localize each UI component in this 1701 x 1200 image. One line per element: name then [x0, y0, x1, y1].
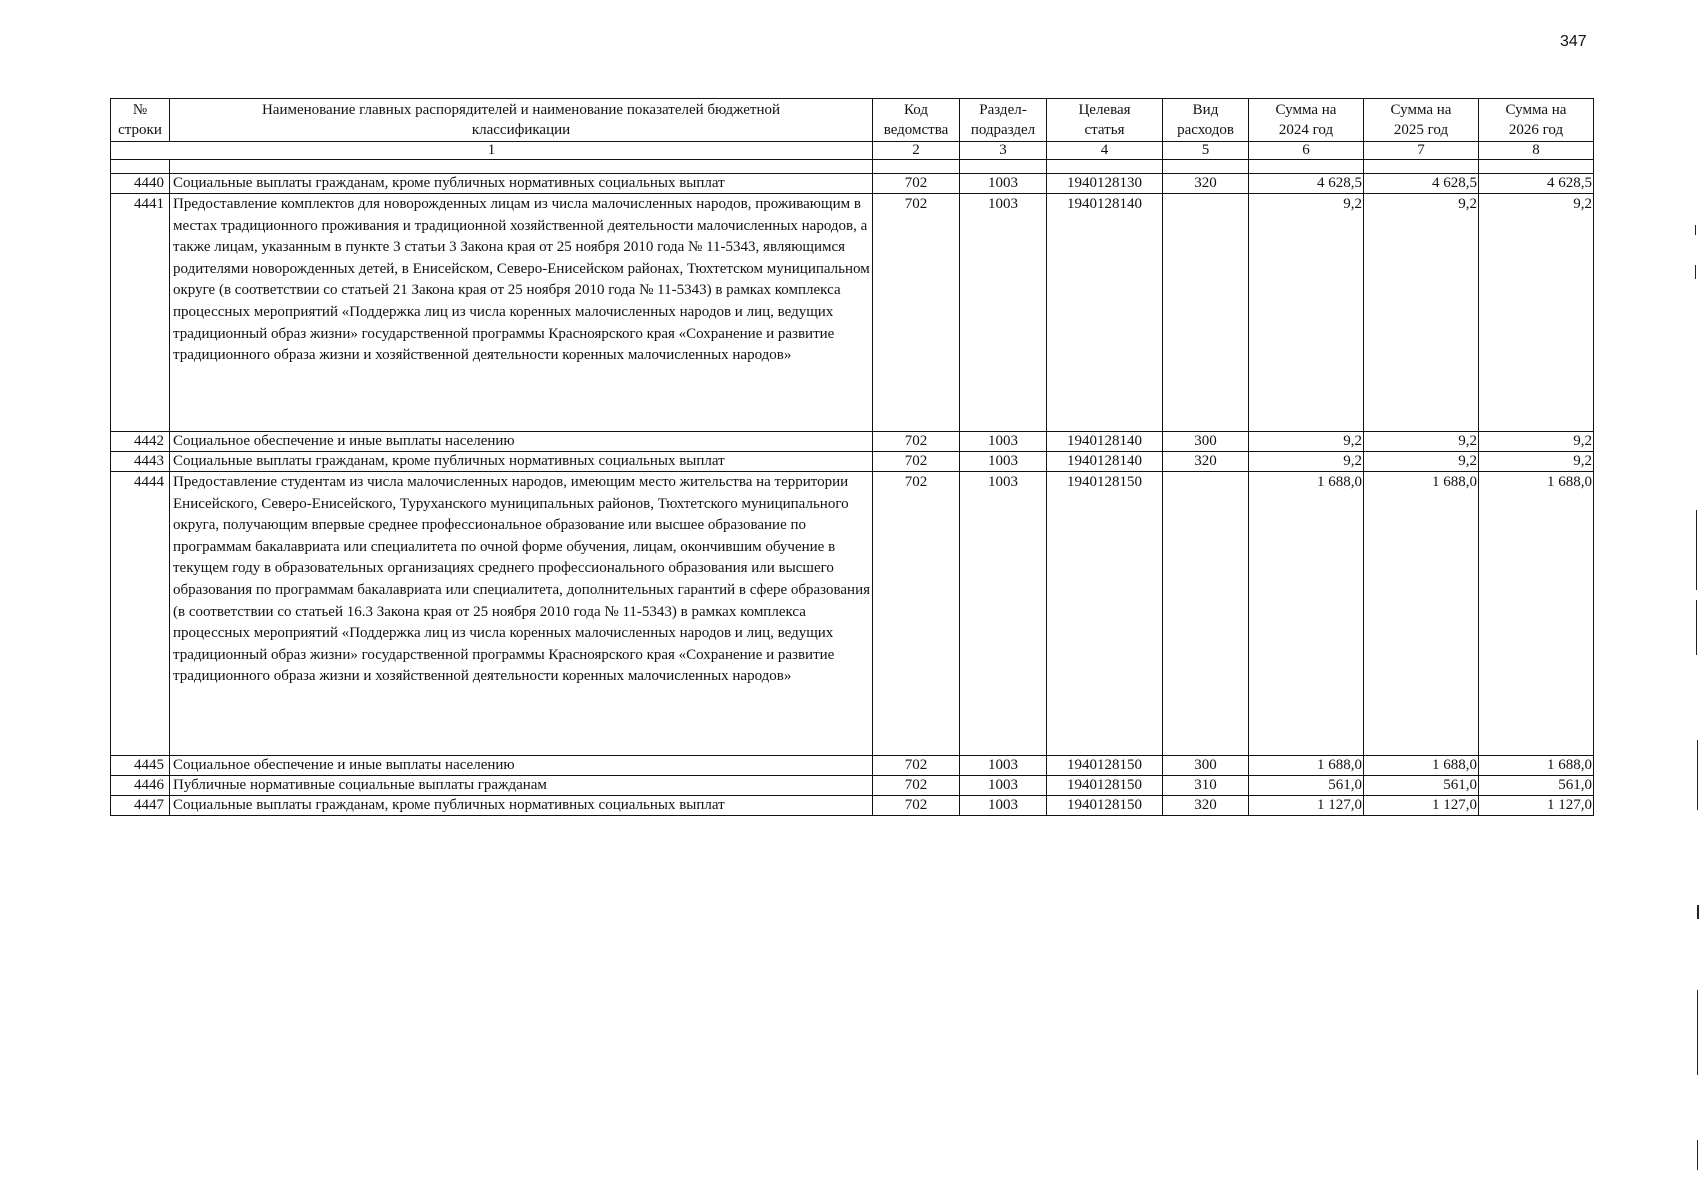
- row-section: 1003: [960, 174, 1047, 194]
- row-dept-code: 702: [873, 194, 960, 432]
- row-number: 4441: [111, 194, 170, 432]
- scan-edge-mark: [1695, 225, 1696, 235]
- column-number-4: 4: [1047, 142, 1163, 160]
- row-sum-2026: 9,2: [1479, 194, 1594, 432]
- row-sum-2026: 9,2: [1479, 432, 1594, 452]
- row-sum-2026: 561,0: [1479, 776, 1594, 796]
- row-number: 4445: [111, 756, 170, 776]
- row-target-article: 1940128150: [1047, 776, 1163, 796]
- row-sum-2026: 1 688,0: [1479, 756, 1594, 776]
- column-number-7: 7: [1364, 142, 1479, 160]
- row-target-article: 1940128140: [1047, 452, 1163, 472]
- table-row: [111, 776, 1594, 796]
- row-sum-2025: 9,2: [1364, 452, 1479, 472]
- scan-edge-mark: [1696, 600, 1697, 655]
- table-row: [111, 472, 1594, 756]
- row-dept-code: 702: [873, 776, 960, 796]
- row-sum-2024: 1 688,0: [1249, 756, 1364, 776]
- row-section: 1003: [960, 776, 1047, 796]
- column-number-3: 3: [960, 142, 1047, 160]
- row-section: 1003: [960, 472, 1047, 756]
- row-target-article: 1940128140: [1047, 432, 1163, 452]
- column-number-row: [111, 142, 1594, 160]
- row-sum-2024: 1 688,0: [1249, 472, 1364, 756]
- column-number-2: 2: [873, 142, 960, 160]
- row-section: 1003: [960, 452, 1047, 472]
- scan-edge-mark: [1696, 510, 1697, 590]
- row-section: 1003: [960, 432, 1047, 452]
- row-sum-2024: 4 628,5: [1249, 174, 1364, 194]
- scan-edge-mark: [1697, 740, 1698, 810]
- row-expense-type: [1163, 472, 1249, 756]
- row-name: Предоставление комплектов для новорожденных лицам из числа малочисленных народов, проживающим в местах традиционного проживания и традиционной хозяйственной деятельности малочисленных народов, а также лицам, указанным в пункте 3 статьи 3 Закона края от 25 ноября 2010 года № 11-5343, являющимся родителями новорожденных детей, в Енисейском, Северо-Енисейском районах, Тюхтетском муниципальном округе (в соответствии со статьей 21 Закона края от 25 ноября 2010 года № 11-5343) в рамках комплекса процессных мероприятий «Поддержка лиц из числа коренных малочисленных народов и лиц, ведущих традиционный образ жизни» государственной программы Красноярского края «Сохранение и развитие традиционного образа жизни и хозяйственной деятельности коренных малочисленных народов»: [170, 194, 873, 432]
- budget-table: [110, 98, 1594, 816]
- row-sum-2026: 1 127,0: [1479, 796, 1594, 816]
- row-number: 4440: [111, 174, 170, 194]
- row-sum-2025: 9,2: [1364, 194, 1479, 432]
- row-section: 1003: [960, 194, 1047, 432]
- row-expense-type: 320: [1163, 174, 1249, 194]
- blank-row: [111, 160, 1594, 174]
- column-number-6: 6: [1249, 142, 1364, 160]
- row-sum-2024: 1 127,0: [1249, 796, 1364, 816]
- row-target-article: 1940128150: [1047, 796, 1163, 816]
- row-sum-2026: 4 628,5: [1479, 174, 1594, 194]
- page-number: 347: [1560, 33, 1587, 50]
- row-sum-2025: 1 127,0: [1364, 796, 1479, 816]
- scan-edge-mark: [1695, 265, 1696, 279]
- row-number: 4446: [111, 776, 170, 796]
- row-name: Социальные выплаты гражданам, кроме публичных нормативных социальных выплат: [170, 174, 873, 194]
- header-sum-2026: Сумма на 2026 год: [1479, 99, 1594, 142]
- scan-edge-mark: [1697, 990, 1698, 1075]
- header-row-number: № строки: [111, 99, 170, 142]
- row-sum-2025: 4 628,5: [1364, 174, 1479, 194]
- row-sum-2024: 9,2: [1249, 194, 1364, 432]
- row-dept-code: 702: [873, 432, 960, 452]
- column-number-5: 5: [1163, 142, 1249, 160]
- column-number-1: 1: [111, 142, 873, 160]
- row-sum-2025: 561,0: [1364, 776, 1479, 796]
- scan-edge-mark: [1697, 905, 1699, 919]
- row-name: Предоставление студентам из числа малочисленных народов, имеющим место жительства на территории Енисейского, Северо-Енисейского, Туруханского муниципальных районов, Тюхтетского муниципального округа, получающим впервые среднее профессиональное образование или высшее образование по программам бакалавриата или специалитета по очной форме обучения, лицам, окончившим обучение в текущем году в образовательных организациях среднего профессионального образования или высшего образования по программам бакалавриата или специалитета, дополнительных гарантий в сфере образования (в соответствии со статьей 16.3 Закона края от 25 ноября 2010 года № 11-5343) в рамках комплекса процессных мероприятий «Поддержка лиц из числа коренных малочисленных народов и лиц, ведущих традиционный образ жизни» государственной программы Красноярского края «Сохранение и развитие традиционного образа жизни и хозяйственной деятельности коренных малочисленных народов»: [170, 472, 873, 756]
- table-header: [111, 99, 1594, 142]
- row-name: Социальное обеспечение и иные выплаты населению: [170, 756, 873, 776]
- table-row: [111, 174, 1594, 194]
- row-section: 1003: [960, 756, 1047, 776]
- header-section: Раздел- подраздел: [960, 99, 1047, 142]
- row-sum-2026: 9,2: [1479, 452, 1594, 472]
- row-name: Социальное обеспечение и иные выплаты населению: [170, 432, 873, 452]
- row-expense-type: 320: [1163, 452, 1249, 472]
- row-dept-code: 702: [873, 452, 960, 472]
- row-sum-2024: 561,0: [1249, 776, 1364, 796]
- row-name: Публичные нормативные социальные выплаты гражданам: [170, 776, 873, 796]
- row-target-article: 1940128150: [1047, 756, 1163, 776]
- row-sum-2025: 1 688,0: [1364, 472, 1479, 756]
- row-name: Социальные выплаты гражданам, кроме публичных нормативных социальных выплат: [170, 796, 873, 816]
- row-sum-2024: 9,2: [1249, 432, 1364, 452]
- scan-edge-mark: [1697, 1140, 1698, 1170]
- row-sum-2026: 1 688,0: [1479, 472, 1594, 756]
- header-sum-2024: Сумма на 2024 год: [1249, 99, 1364, 142]
- row-expense-type: 300: [1163, 432, 1249, 452]
- row-sum-2025: 1 688,0: [1364, 756, 1479, 776]
- header-sum-2025: Сумма на 2025 год: [1364, 99, 1479, 142]
- row-number: 4447: [111, 796, 170, 816]
- header-target-article: Целевая статья: [1047, 99, 1163, 142]
- row-dept-code: 702: [873, 174, 960, 194]
- row-target-article: 1940128140: [1047, 194, 1163, 432]
- row-expense-type: [1163, 194, 1249, 432]
- header-dept-code: Код ведомства: [873, 99, 960, 142]
- table-row: [111, 452, 1594, 472]
- header-expense-type: Вид расходов: [1163, 99, 1249, 142]
- header-row: [111, 99, 1594, 142]
- row-expense-type: 310: [1163, 776, 1249, 796]
- row-target-article: 1940128150: [1047, 472, 1163, 756]
- row-name: Социальные выплаты гражданам, кроме публичных нормативных социальных выплат: [170, 452, 873, 472]
- table-row: [111, 756, 1594, 776]
- row-dept-code: 702: [873, 796, 960, 816]
- row-number: 4444: [111, 472, 170, 756]
- row-expense-type: 320: [1163, 796, 1249, 816]
- row-section: 1003: [960, 796, 1047, 816]
- table-row: [111, 432, 1594, 452]
- table-row: [111, 194, 1594, 432]
- row-sum-2024: 9,2: [1249, 452, 1364, 472]
- row-expense-type: 300: [1163, 756, 1249, 776]
- column-number-8: 8: [1479, 142, 1594, 160]
- row-dept-code: 702: [873, 472, 960, 756]
- table-row: [111, 796, 1594, 816]
- row-target-article: 1940128130: [1047, 174, 1163, 194]
- row-sum-2025: 9,2: [1364, 432, 1479, 452]
- header-name: Наименование главных распорядителей и наименование показателей бюджетной классификации: [170, 99, 873, 142]
- row-number: 4443: [111, 452, 170, 472]
- row-number: 4442: [111, 432, 170, 452]
- row-dept-code: 702: [873, 756, 960, 776]
